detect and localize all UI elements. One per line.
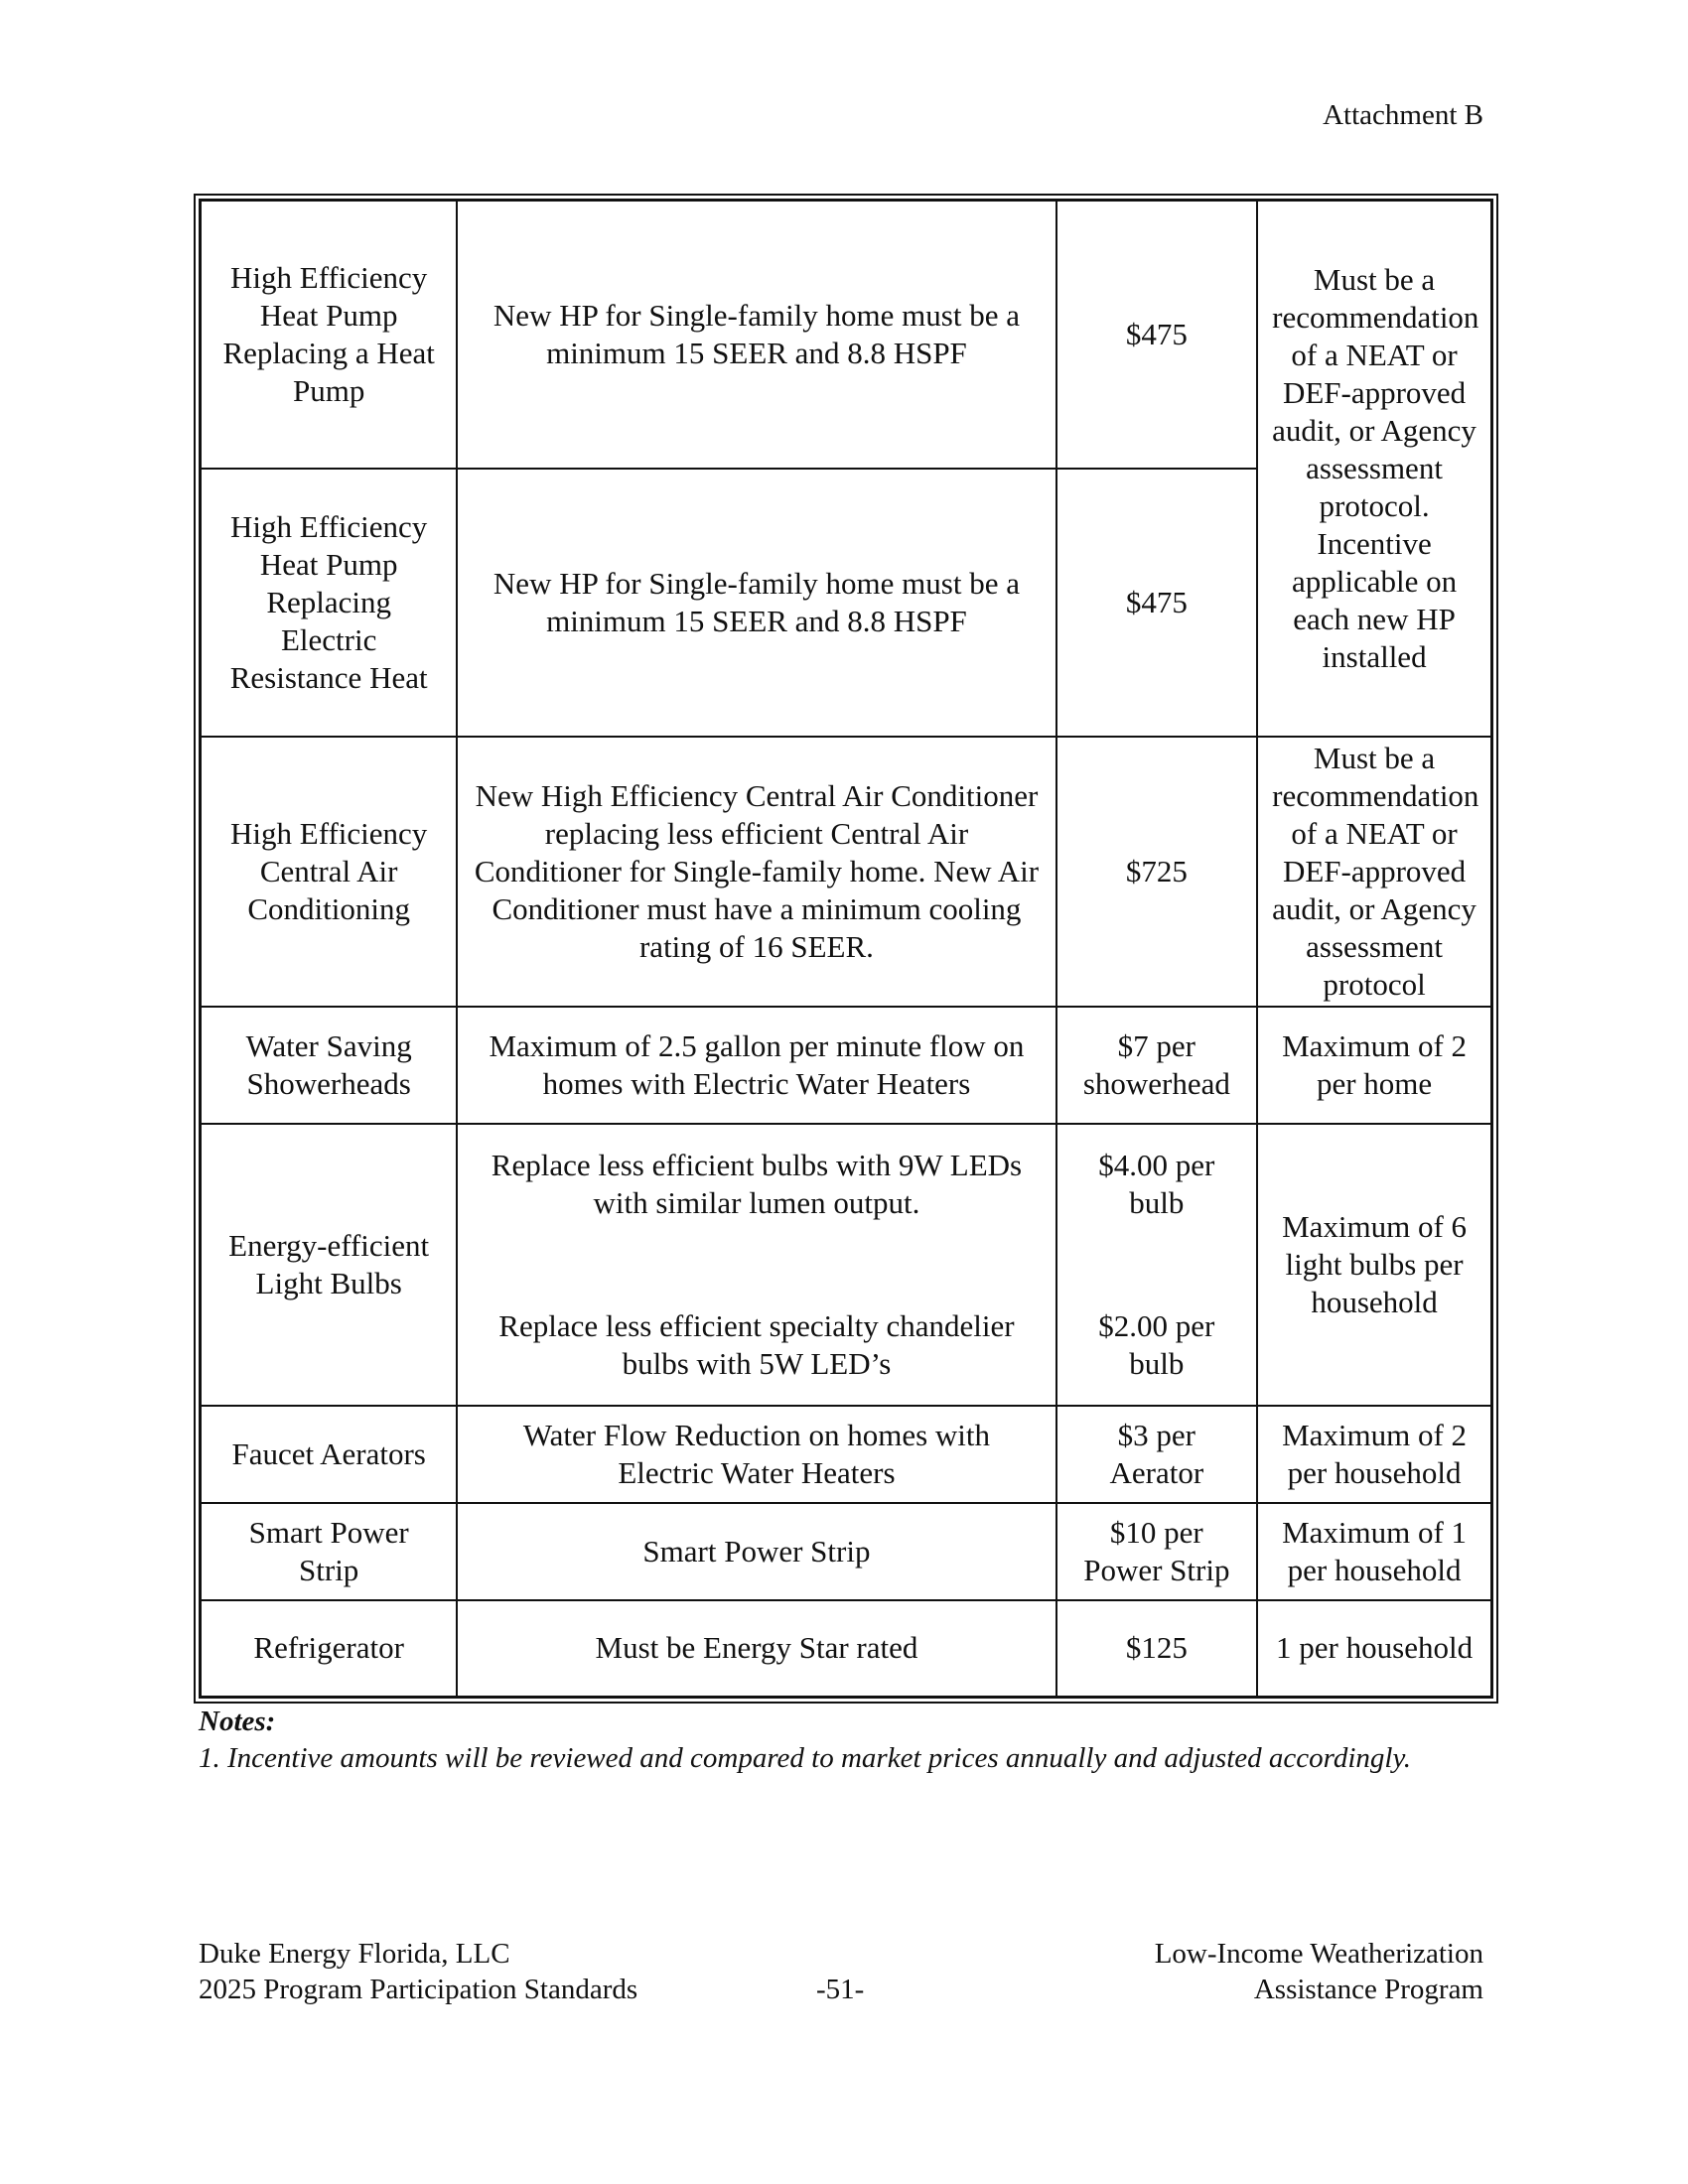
limit-cell: Maximum of 1 per household [1257, 1503, 1491, 1600]
incentive-cell: $10 per Power Strip [1056, 1503, 1258, 1600]
notes-title: Notes: [199, 1706, 276, 1737]
incentive-cell: $475 [1056, 201, 1258, 469]
limit-cell-heat-pump: Must be a recommendation of a NEAT or DEF-approved audit, or Agency assessment protocol. Incentive applicable on each new HP installed [1257, 201, 1491, 737]
measure-cell: Smart Power Strip [201, 1503, 458, 1600]
requirement-cell-bulbs [457, 1124, 1055, 1406]
table-row [201, 1124, 1492, 1406]
requirement-cell: Water Flow Reduction on homes with Electric Water Heaters [457, 1406, 1055, 1503]
footer-company: Duke Energy Florida, LLC [199, 1938, 510, 1970]
limit-cell: 1 per household [1257, 1600, 1491, 1698]
requirement-cell: Smart Power Strip [457, 1503, 1055, 1600]
table-row [201, 1503, 1492, 1600]
incentive-cell: $475 [1056, 469, 1258, 737]
incentive-cell-bulbs [1056, 1124, 1258, 1406]
requirement-cell: New HP for Single-family home must be a minimum 15 SEER and 8.8 HSPF [457, 201, 1055, 469]
table-row [201, 201, 1492, 469]
footer-standards: 2025 Program Participation Standards [199, 1974, 638, 2005]
measure-cell: Refrigerator [201, 1600, 458, 1698]
incentive-cell: $3 per Aerator [1056, 1406, 1258, 1503]
footer-program-line1: Low-Income Weatherization [1154, 1938, 1483, 1970]
requirement-cell: New HP for Single-family home must be a minimum 15 SEER and 8.8 HSPF [457, 469, 1055, 737]
limit-cell: Maximum of 2 per home [1257, 1007, 1491, 1124]
page-number: -51- [816, 1974, 865, 2005]
attachment-label: Attachment B [1323, 99, 1483, 131]
requirement-cell: Maximum of 2.5 gallon per minute flow on homes with Electric Water Heaters [457, 1007, 1055, 1124]
limit-cell: Maximum of 6 light bulbs per household [1257, 1124, 1491, 1406]
incentive-cell: $7 per showerhead [1056, 1007, 1258, 1124]
limit-cell: Maximum of 2 per household [1257, 1406, 1491, 1503]
requirement-cell: Must be Energy Star rated [457, 1600, 1055, 1698]
incentive-cell: $725 [1056, 737, 1258, 1007]
measure-cell: High Efficiency Central Air Conditioning [201, 737, 458, 1007]
measure-cell: High Efficiency Heat Pump Replacing Electric Resistance Heat [201, 469, 458, 737]
measure-cell: High Efficiency Heat Pump Replacing a Heat Pump [201, 201, 458, 469]
incentive-table [199, 199, 1493, 1699]
footer-left [199, 1936, 637, 2007]
incentive-led-bulbs: $4.00 per bulb [1098, 1147, 1215, 1220]
measure-cell: Water Saving Showerheads [201, 1007, 458, 1124]
requirement-led-bulbs: Replace less efficient bulbs with 9W LEDs with similar lumen output. [491, 1147, 1023, 1220]
table-row [201, 1406, 1492, 1503]
requirement-cell: New High Efficiency Central Air Conditioner replacing less efficient Central Air Conditioner for Single-family home. New Air Conditioner must have a minimum cooling rating of 16 SEER. [457, 737, 1055, 1007]
table-row [201, 1600, 1492, 1698]
footer-right [1155, 1936, 1483, 2007]
limit-cell: Must be a recommendation of a NEAT or DEF-approved audit, or Agency assessment protocol [1257, 737, 1491, 1007]
note-item: 1. Incentive amounts will be reviewed and compared to market prices annually and adjusted accordingly. [199, 1742, 1411, 1774]
measure-cell: Energy-efficient Light Bulbs [201, 1124, 458, 1406]
footer-program-line2: Assistance Program [1253, 1974, 1483, 2005]
table-row [201, 737, 1492, 1007]
table-row [201, 1007, 1492, 1124]
requirement-chandelier-bulbs: Replace less efficient specialty chandelier bulbs with 5W LED’s [498, 1307, 1015, 1381]
measure-cell: Faucet Aerators [201, 1406, 458, 1503]
incentive-chandelier-bulbs: $2.00 per bulb [1098, 1307, 1215, 1381]
notes-section [199, 1706, 1411, 1775]
incentive-cell: $125 [1056, 1600, 1258, 1698]
